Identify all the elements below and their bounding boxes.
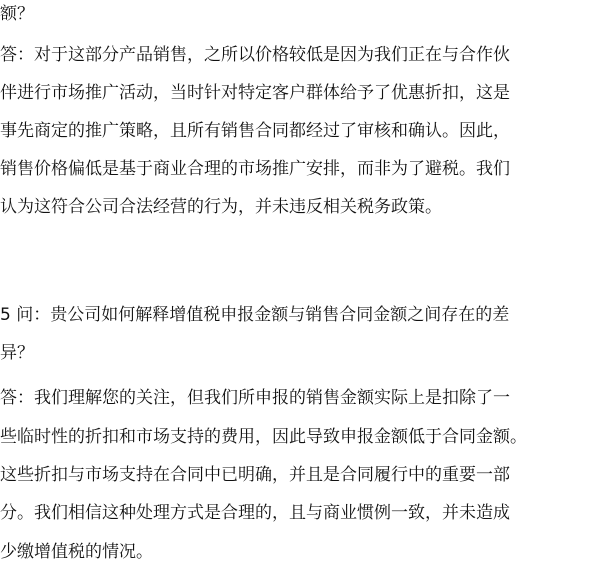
answer-line-4: 销售价格偏低是基于商业合理的市场推广安排，而非为了避税。我们 (0, 159, 510, 179)
answer-line-3: 事先商定的推广策略，且所有销售合同都经过了审核和确认。因此， (0, 121, 510, 141)
answer-5-line-1: 答：我们理解您的关注，但我们所申报的销售金额实际上是扣除了一 (0, 388, 510, 408)
question-5-line-2: 异？ (0, 343, 34, 363)
question-5-line-1: 5 问：贵公司如何解释增值税申报金额与销售合同金额之间存在的差 (0, 305, 510, 325)
answer-5-line-3: 这些折扣与市场支持在合同中已明确，并且是合同履行中的重要一部 (0, 465, 510, 485)
answer-line-1: 答：对于这部分产品销售，之所以价格较低是因为我们正在与合作伙 (0, 45, 510, 65)
answer-line-2: 伴进行市场推广活动，当时针对特定客户群体给予了优惠折扣，这是 (0, 83, 510, 103)
answer-line-5: 认为这符合公司合法经营的行为，并未违反相关税务政策。 (0, 197, 442, 217)
answer-5-line-4: 分。我们相信这种处理方式是合理的，且与商业惯例一致，并未造成 (0, 503, 510, 523)
answer-5-line-5: 少缴增值税的情况。 (0, 542, 153, 562)
question-tail-line: 额？ (0, 4, 34, 24)
answer-5-line-2: 些临时性的折扣和市场支持的费用，因此导致申报金额低于合同金额。 (0, 427, 527, 447)
